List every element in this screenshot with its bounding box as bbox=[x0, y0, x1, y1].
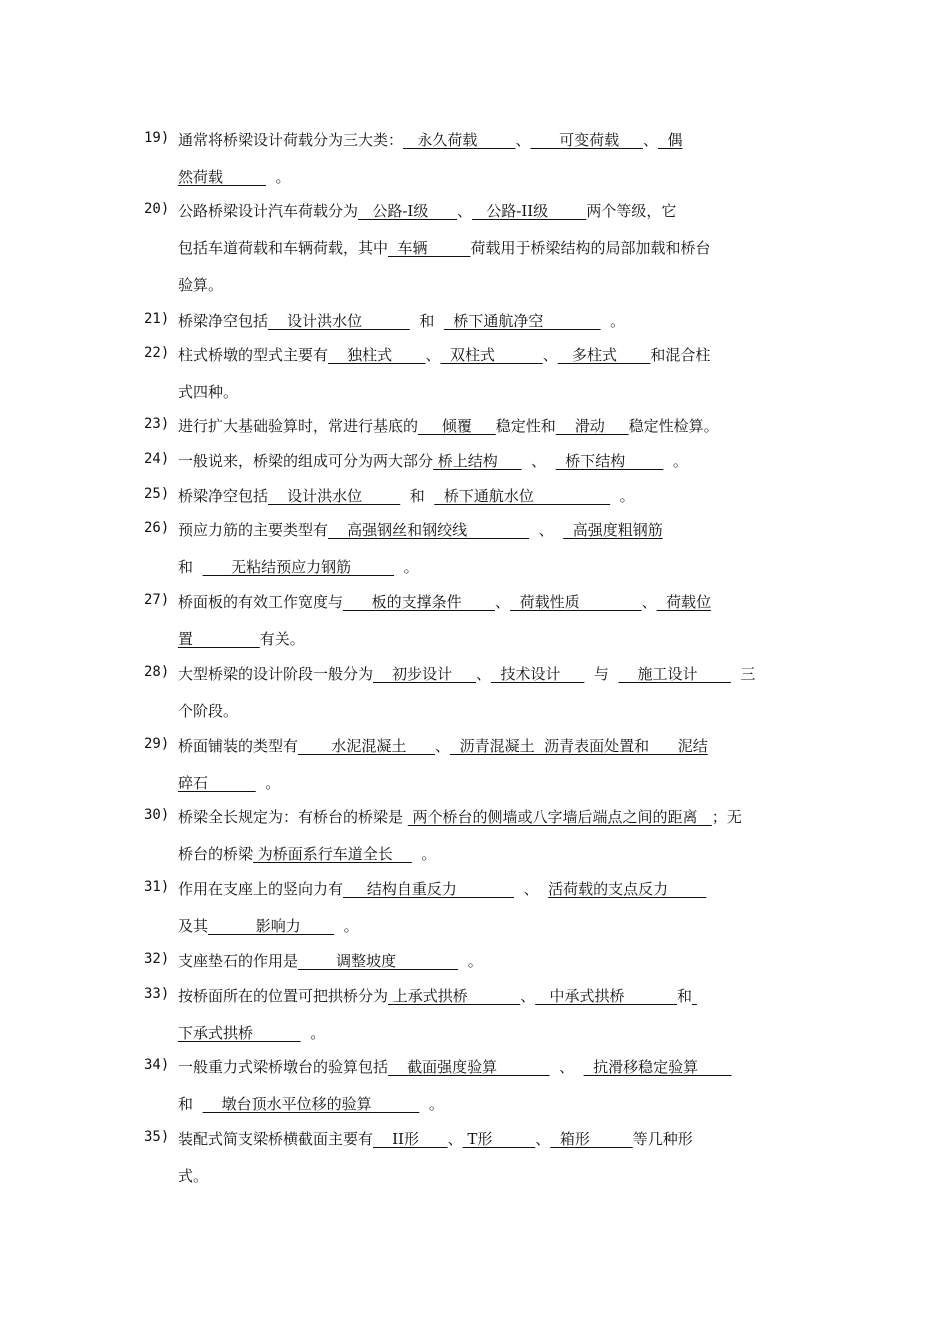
question-text: 。 bbox=[600, 312, 626, 330]
question-line bbox=[178, 520, 663, 540]
question-line bbox=[178, 238, 710, 258]
answer-blank: 设计洪水位 bbox=[268, 487, 401, 505]
question-text: 、 bbox=[542, 346, 558, 364]
question-line bbox=[178, 1166, 208, 1186]
question-number: 29) bbox=[144, 736, 170, 752]
question-item bbox=[144, 486, 808, 523]
question-line bbox=[178, 736, 708, 756]
question-item bbox=[144, 664, 808, 738]
answer-blank: 上承式拱桥 bbox=[388, 987, 521, 1005]
question-text: 荷载用于桥梁结构的局部加载和桥台 bbox=[470, 239, 711, 257]
answer-blank: 车辆 bbox=[388, 239, 471, 257]
question-text: 、 bbox=[456, 202, 472, 220]
question-text: 。 bbox=[411, 845, 437, 863]
question-text: 和 bbox=[178, 1095, 203, 1113]
answer-blank: 然荷载 bbox=[178, 168, 266, 186]
question-line bbox=[178, 1057, 732, 1077]
question-line bbox=[178, 201, 676, 221]
answer-blank: 为桥面系行车道全长 bbox=[253, 845, 412, 863]
question-item bbox=[144, 451, 808, 488]
answer-blank: 多柱式 bbox=[557, 346, 651, 364]
question-text: 有关。 bbox=[259, 630, 305, 648]
answer-blank bbox=[692, 987, 697, 1005]
answer-blank: 板的支撑条件 bbox=[343, 593, 496, 611]
question-text: 式。 bbox=[178, 1167, 209, 1185]
question-number: 20) bbox=[144, 201, 170, 217]
question-text: 、 bbox=[520, 987, 536, 1005]
question-line bbox=[178, 592, 711, 612]
answer-blank: 箱形 bbox=[550, 1130, 633, 1148]
question-line bbox=[178, 629, 305, 649]
question-number: 30) bbox=[144, 807, 170, 823]
question-text: 稳定性检算。 bbox=[628, 417, 719, 435]
answer-blank: 双柱式 bbox=[440, 346, 543, 364]
answer-blank: 下承式拱桥 bbox=[178, 1024, 301, 1042]
question-text: 、 bbox=[425, 346, 441, 364]
question-line bbox=[178, 486, 635, 506]
question-text: 和 bbox=[409, 312, 444, 330]
question-text: 公路桥梁设计汽车荷载分为 bbox=[178, 202, 359, 220]
answer-blank: 滑动 bbox=[555, 417, 629, 435]
question-text: 桥梁净空包括 bbox=[178, 487, 269, 505]
question-line bbox=[178, 311, 625, 331]
answer-blank: T形 bbox=[462, 1130, 536, 1148]
question-number: 22) bbox=[144, 345, 170, 361]
question-number: 24) bbox=[144, 451, 170, 467]
question-text: 式四种。 bbox=[178, 383, 239, 401]
question-text: 。 bbox=[610, 487, 635, 505]
question-text: 、 bbox=[642, 131, 658, 149]
answer-blank: 无粘结预应力钢筋 bbox=[202, 558, 395, 576]
question-text: 、 bbox=[435, 737, 451, 755]
answer-blank: 初步设计 bbox=[373, 665, 476, 683]
answer-blank: 倾覆 bbox=[418, 417, 496, 435]
answer-blank: 荷载性质 bbox=[510, 593, 642, 611]
question-text: 与 bbox=[584, 665, 619, 683]
question-line bbox=[178, 1129, 693, 1149]
question-text: 和 bbox=[677, 987, 693, 1005]
question-item bbox=[144, 416, 808, 453]
question-number: 19) bbox=[144, 130, 170, 146]
question-text: 和混合柱 bbox=[650, 346, 711, 364]
question-line bbox=[178, 451, 688, 471]
question-text: 桥面铺装的类型有 bbox=[178, 737, 299, 755]
answer-blank: II形 bbox=[373, 1130, 448, 1148]
question-text: 、 bbox=[447, 1130, 463, 1148]
answer-blank: 结构自重反力 bbox=[343, 880, 515, 898]
question-number: 25) bbox=[144, 486, 170, 502]
question-line bbox=[178, 1023, 325, 1043]
question-text: 两个等级，它 bbox=[586, 202, 677, 220]
question-text: 验算。 bbox=[178, 276, 224, 294]
question-item bbox=[144, 807, 808, 881]
answer-blank: 荷载位 bbox=[656, 593, 712, 611]
question-text: 、 bbox=[529, 521, 564, 539]
question-item bbox=[144, 345, 808, 419]
question-number: 34) bbox=[144, 1057, 170, 1073]
question-text: 预应力筋的主要类型有 bbox=[178, 521, 329, 539]
question-item bbox=[144, 736, 808, 810]
question-text: 、 bbox=[515, 131, 531, 149]
question-text: 柱式桥墩的型式主要有 bbox=[178, 346, 329, 364]
answer-blank: 技术设计 bbox=[490, 665, 585, 683]
question-text: 桥梁全长规定为：有桥台的桥梁是 bbox=[178, 808, 408, 826]
question-number: 23) bbox=[144, 416, 170, 432]
question-text: 。 bbox=[300, 1024, 326, 1042]
question-text: 和 bbox=[400, 487, 435, 505]
question-line bbox=[178, 664, 755, 684]
question-text: 按桥面所在的位置可把拱桥分为 bbox=[178, 987, 389, 1005]
question-line bbox=[178, 807, 742, 827]
question-text: 通常将桥梁设计荷载分为三大类： bbox=[178, 131, 404, 149]
question-number: 35) bbox=[144, 1129, 170, 1145]
question-line bbox=[178, 844, 436, 864]
question-text: 。 bbox=[394, 558, 419, 576]
answer-blank: 墩台顶水平位移的验算 bbox=[202, 1095, 420, 1113]
answer-blank: 桥上结构 bbox=[433, 452, 522, 470]
answer-blank: 公路-I级 bbox=[358, 202, 457, 220]
question-number: 32) bbox=[144, 951, 170, 967]
question-item bbox=[144, 1057, 808, 1131]
answer-blank: 公路-II级 bbox=[471, 202, 587, 220]
question-text: 桥台的桥梁 bbox=[178, 845, 254, 863]
question-line bbox=[178, 275, 223, 295]
question-text: 装配式简支梁桥横截面主要有 bbox=[178, 1130, 374, 1148]
question-line bbox=[178, 345, 710, 365]
answer-blank: 水泥混凝土 bbox=[298, 737, 436, 755]
question-text: 作用在支座上的竖向力有 bbox=[178, 880, 344, 898]
answer-blank: 偶 bbox=[657, 131, 683, 149]
answer-blank: 桥下通航净空 bbox=[443, 312, 601, 330]
question-text: 、 bbox=[475, 665, 491, 683]
question-text: 。 bbox=[255, 774, 281, 792]
question-text: 桥梁净空包括 bbox=[178, 312, 269, 330]
answer-blank: 独柱式 bbox=[328, 346, 426, 364]
question-text: 稳定性和 bbox=[495, 417, 556, 435]
question-item bbox=[144, 201, 808, 312]
answer-blank: 影响力 bbox=[208, 917, 335, 935]
answer-blank: 高强钢丝和钢绞线 bbox=[328, 521, 530, 539]
answer-blank: 中承式拱桥 bbox=[535, 987, 678, 1005]
question-text: 个阶段。 bbox=[178, 702, 239, 720]
question-text: 及其 bbox=[178, 917, 209, 935]
question-number: 28) bbox=[144, 664, 170, 680]
question-text: ；无 bbox=[711, 808, 742, 826]
question-text: 、 bbox=[521, 452, 556, 470]
answer-blank: 抗滑移稳定验算 bbox=[583, 1058, 732, 1076]
question-text: 。 bbox=[265, 168, 291, 186]
question-text: 、 bbox=[495, 593, 511, 611]
question-line bbox=[178, 916, 359, 936]
question-text: 三 bbox=[730, 665, 756, 683]
answer-blank: 桥下结构 bbox=[555, 452, 664, 470]
question-line bbox=[178, 557, 419, 577]
question-item bbox=[144, 1129, 808, 1203]
answer-blank: 两个桥台的侧墙或八字墙后端点之间的距离 bbox=[407, 808, 712, 826]
question-line bbox=[178, 773, 280, 793]
question-text: 。 bbox=[334, 917, 359, 935]
question-number: 27) bbox=[144, 592, 170, 608]
answer-blank: 设计洪水位 bbox=[268, 312, 410, 330]
question-text: 包括车道荷载和车辆荷载，其中 bbox=[178, 239, 389, 257]
answer-blank: 置 bbox=[178, 630, 260, 648]
answer-blank: 泥结 bbox=[649, 737, 708, 755]
question-number: 26) bbox=[144, 520, 170, 536]
question-item bbox=[144, 311, 808, 348]
answer-blank: 可变荷载 bbox=[530, 131, 643, 149]
answer-blank: 施工设计 bbox=[618, 665, 731, 683]
question-line bbox=[178, 879, 706, 899]
answer-blank: 截面强度验算 bbox=[388, 1058, 550, 1076]
question-line bbox=[178, 951, 483, 971]
question-item bbox=[144, 130, 808, 204]
question-text: 大型桥梁的设计阶段一般分为 bbox=[178, 665, 374, 683]
question-text: 等几种形 bbox=[632, 1130, 693, 1148]
question-text: 桥面板的有效工作宽度与 bbox=[178, 593, 344, 611]
question-text: 一般重力式梁桥墩台的验算包括 bbox=[178, 1058, 389, 1076]
question-text: 支座垫石的作用是 bbox=[178, 952, 299, 970]
answer-blank: 高强度粗钢筋 bbox=[563, 521, 663, 539]
answer-blank: 沥青混凝土 沥青表面处置和 bbox=[450, 737, 650, 755]
question-text: 、 bbox=[535, 1130, 551, 1148]
answer-blank: 碎石 bbox=[178, 774, 256, 792]
question-item bbox=[144, 986, 808, 1060]
question-item bbox=[144, 951, 808, 988]
answer-blank: 桥下通航水位 bbox=[434, 487, 611, 505]
question-item bbox=[144, 520, 808, 594]
question-text: 。 bbox=[419, 1095, 444, 1113]
answer-blank: 永久荷载 bbox=[403, 131, 516, 149]
question-number: 33) bbox=[144, 986, 170, 1002]
question-item bbox=[144, 879, 808, 953]
question-text: 。 bbox=[663, 452, 688, 470]
question-text: 、 bbox=[514, 880, 549, 898]
question-item bbox=[144, 592, 808, 666]
question-text: 和 bbox=[178, 558, 203, 576]
question-line bbox=[178, 701, 238, 721]
question-text: 。 bbox=[458, 952, 483, 970]
question-line bbox=[178, 130, 683, 150]
question-line bbox=[178, 382, 238, 402]
answer-blank: 活荷载的支点反力 bbox=[548, 880, 707, 898]
question-text: 、 bbox=[549, 1058, 584, 1076]
question-line bbox=[178, 1094, 444, 1114]
question-text: 进行扩大基础验算时，常进行基底的 bbox=[178, 417, 419, 435]
question-number: 21) bbox=[144, 311, 170, 327]
question-text: 、 bbox=[641, 593, 657, 611]
question-line bbox=[178, 416, 719, 436]
answer-blank: 调整坡度 bbox=[298, 952, 459, 970]
question-text: 一般说来，桥梁的组成可分为两大部分 bbox=[178, 452, 434, 470]
question-line bbox=[178, 986, 697, 1006]
question-number: 31) bbox=[144, 879, 170, 895]
question-line bbox=[178, 167, 290, 187]
